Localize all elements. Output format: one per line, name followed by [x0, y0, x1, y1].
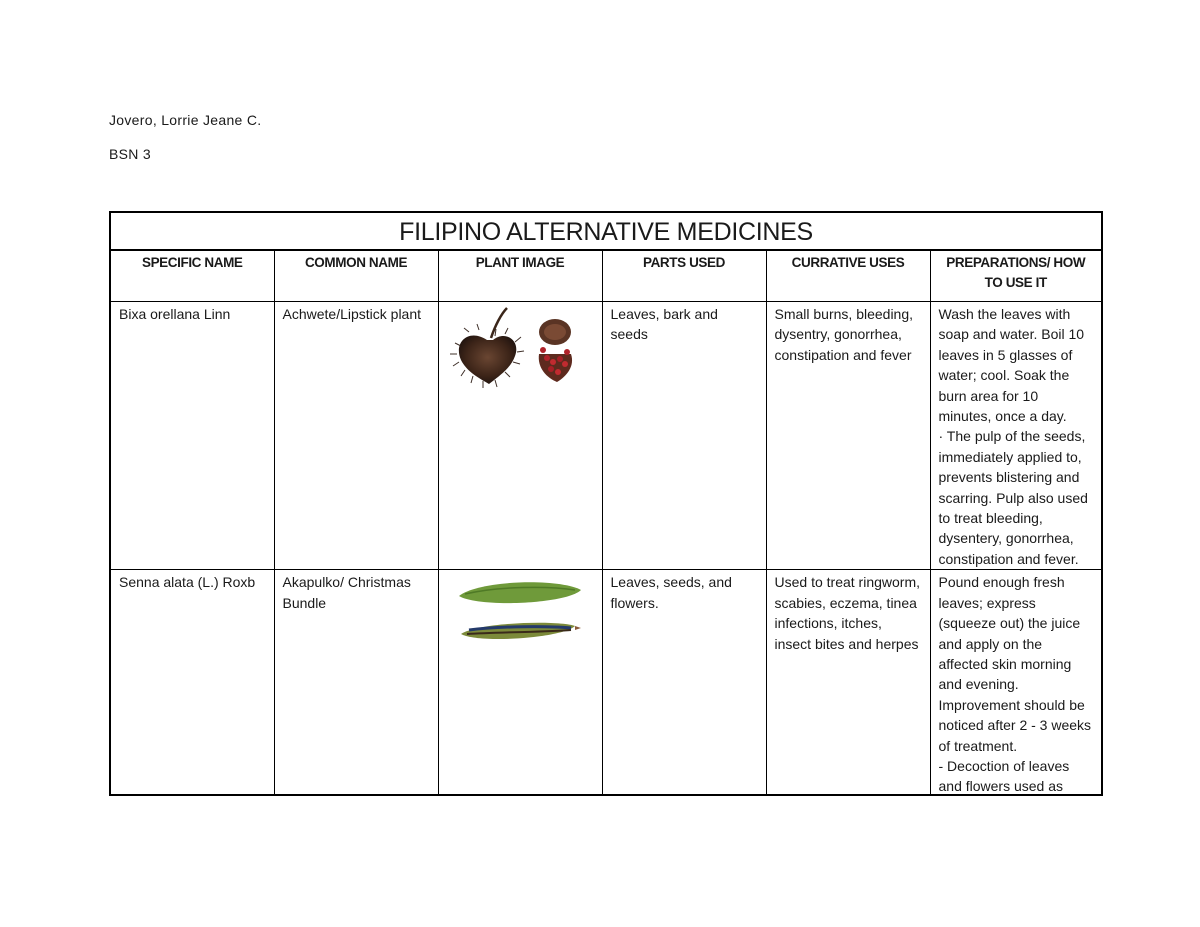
- preparation-cell: [930, 570, 1102, 796]
- curative-uses-cell: Small burns, bleeding, dysentry, gonorrhea, constipation and fever: [766, 302, 930, 570]
- senna-pod-dark: [461, 623, 581, 639]
- column-header-curative-uses: CURRATIVE USES: [766, 250, 930, 302]
- column-header-parts-used: PARTS USED: [602, 250, 766, 302]
- curative-uses-cell: Used to treat ringworm, scabies, eczema, tinea infections, itches, insect bites and herpes: [766, 570, 930, 796]
- column-header-preparations: PREPARATIONS/ HOW TO USE IT: [930, 250, 1102, 302]
- senna-pod-green: [459, 583, 581, 604]
- column-header-plant-image: PLANT IMAGE: [438, 250, 602, 302]
- plant-image-cell: [438, 570, 602, 796]
- common-name-cell: Achwete/Lipstick plant: [274, 302, 438, 570]
- medicine-table: [109, 211, 1103, 796]
- parts-used-cell: Leaves, seeds, and flowers.: [602, 570, 766, 796]
- senna-pods-image: [439, 570, 603, 650]
- annatto-pod-whole: [450, 308, 524, 388]
- course-label: BSN 3: [109, 146, 151, 162]
- column-header-common-name: COMMON NAME: [274, 250, 438, 302]
- plant-image-cell: [438, 302, 602, 570]
- parts-used-cell: Leaves, bark and seeds: [602, 302, 766, 570]
- preparation-text: Pound enough fresh leaves; express (squeeze out) the juice and apply on the affected skin morning and evening. Improvement should be noticed after 2 - 3 weeks of treatment. - Decoction of leaves and flowers used as: [938, 574, 1092, 795]
- author-name: Jovero, Lorrie Jeane C.: [109, 112, 262, 128]
- table-row: [110, 302, 1102, 570]
- annatto-pod-open: [538, 319, 571, 382]
- common-name-cell: Akapulko/ Christmas Bundle: [274, 570, 438, 796]
- specific-name-cell: Senna alata (L.) Roxb: [110, 570, 274, 796]
- table-title: FILIPINO ALTERNATIVE MEDICINES: [110, 212, 1102, 250]
- preparation-cell: Wash the leaves with soap and water. Boil 10 leaves in 5 glasses of water; cool. Soak the burn area for 10 minutes, once a day. · The pulp of the seeds, immediately applied to, prevents blistering and scarring. Pulp also used to treat bleeding, dysentery, gonorrhea, constipation and fever.: [930, 302, 1102, 570]
- specific-name-cell: Bixa orellana Linn: [110, 302, 274, 570]
- table-row: [110, 570, 1102, 796]
- column-header-specific-name: SPECIFIC NAME: [110, 250, 274, 302]
- annatto-seed-pods-image: [439, 302, 603, 402]
